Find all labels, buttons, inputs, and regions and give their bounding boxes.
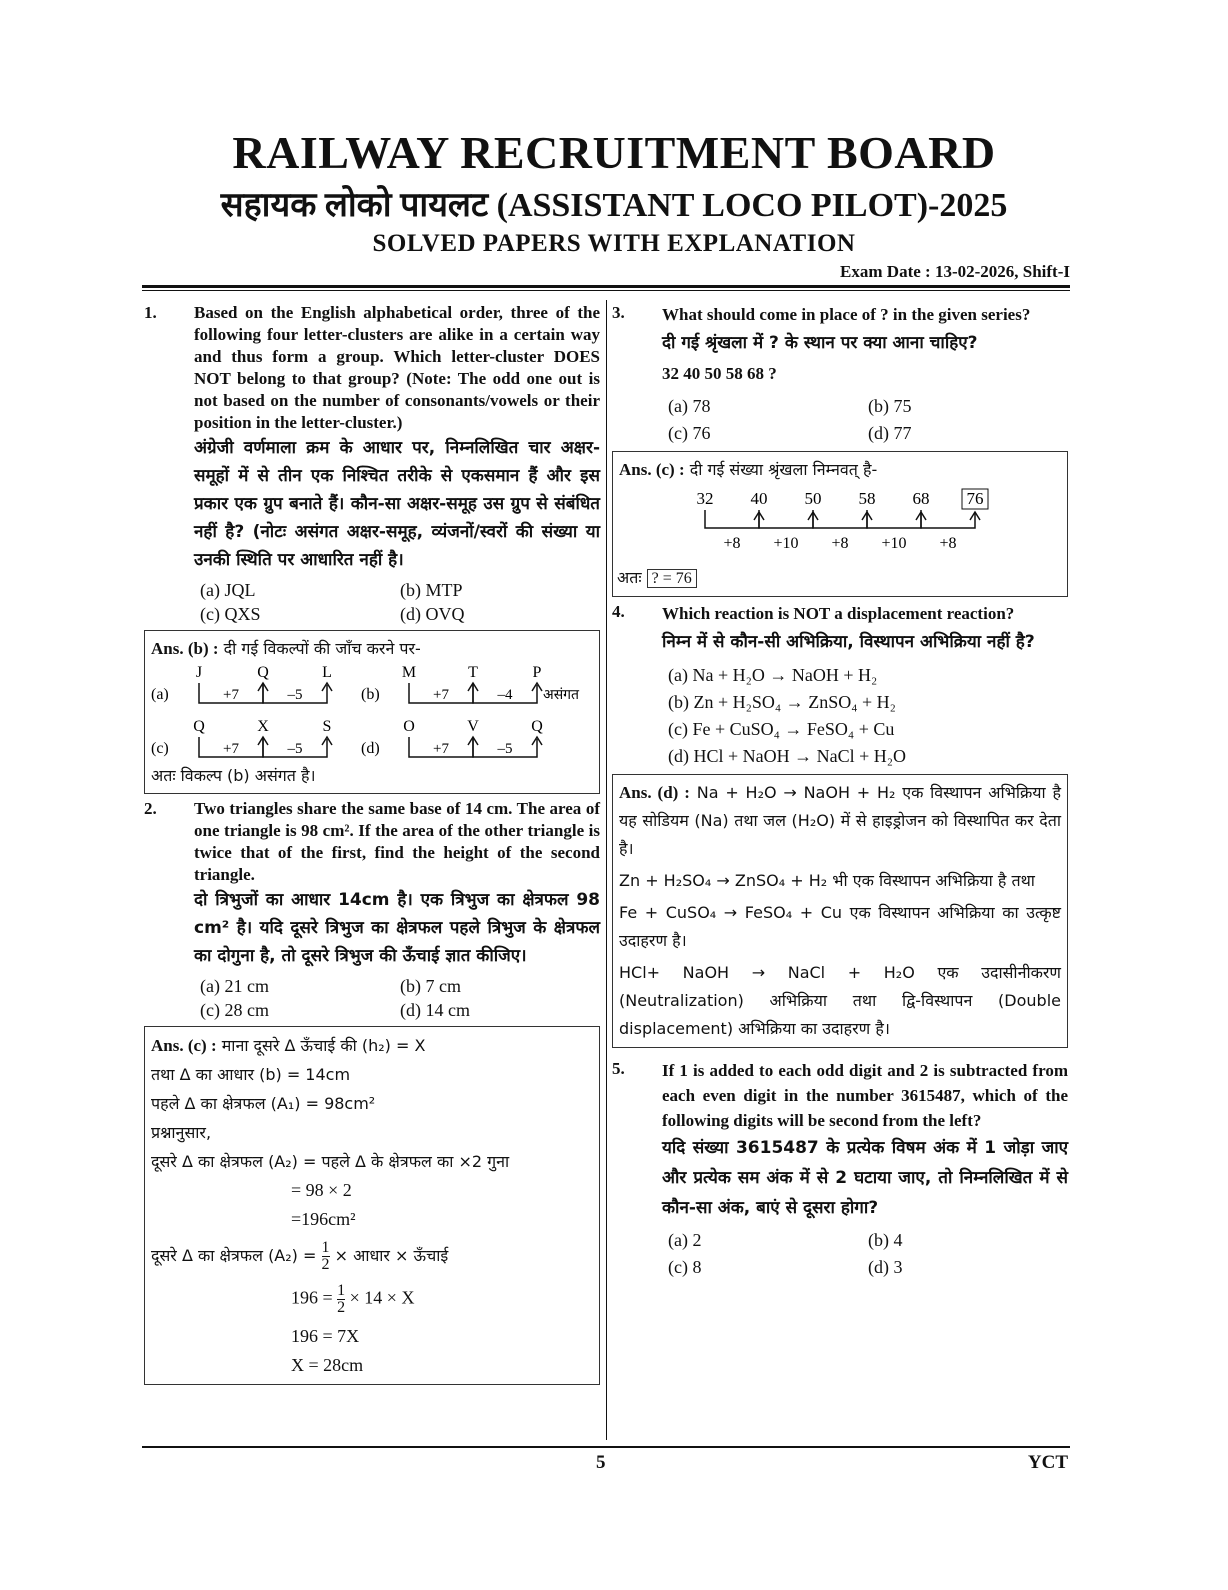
diagram-option-label: (a)	[151, 686, 169, 703]
right-column	[612, 302, 1068, 1281]
option-c: (c) Fe + CuSO₄ → FeSO₄ + Cu	[668, 719, 895, 739]
series-number: 76	[966, 489, 984, 508]
question-text-hi: यदि संख्या 3615487 के प्रत्येक विषम अंक में 1 जोड़ा जाए और प्रत्येक सम अंक में से 2 घटाया जाए, तो निम्नलिखित में से कौन-सा अंक, बाएं से दूसरा होगा?	[662, 1138, 1068, 1218]
diagram-step: –5	[287, 687, 303, 703]
answer-box-4	[612, 774, 1068, 1048]
header-rule-thin	[142, 290, 1070, 291]
option-b: (b) 4	[868, 1230, 903, 1250]
series-bracket	[867, 510, 921, 528]
question-1	[144, 302, 600, 626]
series-number: 40	[750, 489, 768, 508]
question-text-en: Two triangles share the same base of 14 cm. The area of one triangle is 98 cm². If the area of the other triangle is twice that of the first, find the height of the second triangle.	[194, 799, 600, 884]
answer-intro: दी गई विकल्पों की जाँच करने पर-	[223, 639, 421, 658]
question-text-en: What should come in place of ? in the given series?	[662, 305, 1031, 324]
answer-intro: दी गई संख्या श्रृंखला निम्नवत् है-	[689, 460, 878, 479]
option-d: (d) 77	[868, 423, 912, 443]
answer-label: Ans. (d) :	[619, 783, 690, 802]
answer-label: Ans. (b) :	[151, 639, 219, 658]
question-text-en: If 1 is added to each odd digit and 2 is subtracted from each even digit in the number 3615487, which of the following digits will be second from the left?	[662, 1061, 1068, 1130]
series-step: +10	[881, 535, 907, 552]
series-step: +8	[831, 535, 849, 552]
explanation-1: Na + H₂O → NaOH + H₂ एक विस्थापन अभिक्रिया है यह सोडियम (Na) तथा जल (H₂O) में से हाइड्रोजन को विस्थापित कर देता है।	[619, 783, 1061, 858]
solution-line-11: X = 28cm	[291, 1355, 364, 1375]
question-number: 4.	[612, 602, 625, 621]
options	[662, 662, 1068, 770]
diagram-option-label: (b)	[361, 686, 380, 703]
option-b: (b) Zn + H₂SO₄ → ZnSO₄ + H₂	[668, 692, 896, 712]
fraction-half	[337, 1283, 345, 1316]
series-step: +10	[773, 535, 799, 552]
option-d: (d) HCl + NaOH → NaCl + H₂O	[668, 746, 907, 766]
question-3	[612, 302, 1068, 447]
equation-lhs: 196 =	[291, 1287, 333, 1308]
option-c: (c) 8	[668, 1257, 702, 1277]
diagram-letter: P	[532, 664, 542, 681]
series-number: 50	[804, 489, 822, 508]
answer-conclusion	[617, 564, 697, 592]
series-number: 58	[858, 489, 876, 508]
solution-line-8	[151, 1240, 593, 1273]
answer-label: Ans. (c) :	[619, 460, 685, 479]
series-bracket	[921, 510, 975, 528]
option-b: (b) 75	[868, 396, 912, 416]
explanation-2: Zn + H₂SO₄ → ZnSO₄ + H₂ भी एक विस्थापन अभिक्रिया है तथा	[619, 871, 1035, 890]
solution-line-2: तथा Δ का आधार (b) = 14cm	[151, 1065, 351, 1084]
solution-line-6: = 98 × 2	[291, 1180, 352, 1200]
fraction-denominator: 2	[321, 1256, 330, 1273]
option-d: (d) OVQ	[400, 604, 465, 624]
fraction-denominator: 2	[337, 1299, 346, 1316]
column-divider	[606, 300, 607, 1440]
question-text-en: Which reaction is NOT a displacement reaction?	[662, 604, 1015, 623]
diagram-letter: L	[322, 664, 332, 681]
series-bracket	[759, 510, 813, 528]
series-number: 68	[912, 489, 930, 508]
solution-line-9	[151, 1283, 593, 1316]
option-d: (d) 14 cm	[400, 1000, 470, 1020]
diagram-step: –5	[287, 741, 303, 757]
solution-line-4: प्रश्नानुसार,	[151, 1123, 212, 1142]
answer-conclusion: अतः विकल्प (b) असंगत है।	[151, 766, 316, 785]
diagram-option-label: (c)	[151, 740, 169, 757]
diagram-letter: M	[401, 664, 417, 681]
page-subtitle-2: SOLVED PAPERS WITH EXPLANATION	[372, 230, 856, 257]
letter-diagrams	[147, 661, 591, 761]
explanation-4: HCl+ NaOH → NaCl + H₂O एक उदासीनीकरण (Neutralization) अभिक्रिया तथा द्वि-विस्थापन (Double displacement) अभिक्रिया का उदाहरण है।	[619, 963, 1061, 1038]
diagram-step: +7	[223, 687, 239, 703]
diagram-letter: S	[322, 718, 332, 735]
answer-prefix: अतः	[617, 568, 642, 587]
diagram-letter: V	[467, 718, 479, 735]
solution-line-10: 196 = 7X	[291, 1326, 360, 1346]
diagram-letter: T	[468, 664, 478, 681]
answer-box-1	[144, 630, 600, 794]
question-text-hi: दो त्रिभुजों का आधार 14cm है। एक त्रिभुज का क्षेत्रफल 98 cm² है। यदि दूसरे त्रिभुज का क्षेत्रफल पहले त्रिभुज के क्षेत्रफल का दोगुना है, तो दूसरे त्रिभुज की ऊँचाई ज्ञात कीजिए।	[194, 890, 600, 966]
fraction-half	[322, 1240, 330, 1273]
diagram-step: +7	[433, 741, 449, 757]
footer-rule	[142, 1446, 1070, 1448]
fraction-numerator: 1	[337, 1282, 346, 1299]
question-text-hi: निम्न में से कौन-सी अभिक्रिया, विस्थापन अभिक्रिया नहीं है?	[662, 632, 1035, 652]
answer-box-3	[612, 451, 1068, 597]
option-c: (c) QXS	[200, 604, 261, 624]
options	[194, 974, 600, 1022]
exam-date: Exam Date : 13-02-2026, Shift-I	[840, 262, 1070, 281]
explanation-3: Fe + CuSO₄ → FeSO₄ + Cu एक विस्थापन अभिक्रिया का उत्कृष्ट उदाहरण है।	[619, 903, 1061, 950]
diagram-step: +7	[223, 741, 239, 757]
left-column	[144, 302, 600, 1389]
series-step: +8	[723, 535, 741, 552]
question-number: 5.	[612, 1059, 625, 1078]
solution-line-5: दूसरे Δ का क्षेत्रफल (A₂) = पहले Δ के क्षेत्रफल का ×2 गुना	[151, 1152, 510, 1171]
diagram-step: –5	[497, 741, 513, 757]
option-a: (a) JQL	[200, 580, 256, 600]
option-a: (a) 78	[668, 396, 711, 416]
diagram-step: –4	[497, 687, 513, 703]
options	[662, 1227, 1068, 1281]
page-title: RAILWAY RECRUITMENT BOARD	[232, 127, 996, 178]
formula-lhs: दूसरे Δ का क्षेत्रफल (A₂) =	[151, 1246, 317, 1265]
answer-value: ? = 76	[647, 569, 697, 588]
answer-label: Ans. (c) :	[151, 1036, 217, 1055]
question-4	[612, 601, 1068, 770]
option-d: (d) 3	[868, 1257, 903, 1277]
footer-brand: YCT	[1027, 1452, 1068, 1473]
series-number: 32	[696, 489, 714, 508]
question-number: 3.	[612, 303, 625, 322]
question-text-en: Based on the English alphabetical order, three of the following four letter-clusters are alike in a certain way and thus form a group. Which letter-cluster DOES NOT belong to that group? (Note: The odd one out is not based on the number of consonants/vowels or their position in the letter-cluster.)	[194, 303, 600, 432]
page-number: 5	[596, 1452, 606, 1473]
odd-label: असंगत	[543, 687, 580, 703]
series-bracket	[813, 510, 867, 528]
question-number: 2.	[144, 799, 157, 818]
question-2	[144, 798, 600, 1022]
option-a: (a) 21 cm	[200, 976, 269, 996]
diagram-option-label: (d)	[361, 740, 380, 757]
diagram-letter: X	[257, 718, 269, 735]
series-step: +8	[939, 535, 957, 552]
solution-line-7: =196cm²	[291, 1209, 356, 1229]
question-5	[612, 1058, 1068, 1281]
fraction-numerator: 1	[321, 1239, 330, 1256]
option-c: (c) 28 cm	[200, 1000, 269, 1020]
diagram-step: +7	[433, 687, 449, 703]
formula-rhs: × आधार × ऊँचाई	[334, 1246, 449, 1265]
solution-line-3: पहले Δ का क्षेत्रफल (A₁) = 98cm²	[151, 1094, 376, 1113]
series: 32 40 50 58 68 ?	[662, 364, 777, 383]
options	[194, 578, 600, 626]
page-subtitle: सहायक लोको पायलट (ASSISTANT LOCO PILOT)-2025	[220, 187, 1008, 224]
answer-box-2	[144, 1026, 600, 1385]
option-c: (c) 76	[668, 423, 711, 443]
diagram-letter: O	[403, 718, 415, 735]
option-b: (b) MTP	[400, 580, 463, 600]
equation-rhs: × 14 × X	[349, 1287, 415, 1308]
series-bracket	[705, 510, 759, 528]
option-a: (a) 2	[668, 1230, 702, 1250]
diagram-letter: Q	[193, 718, 205, 735]
option-a: (a) Na + H₂O → NaOH + H₂	[668, 665, 878, 685]
series-diagram	[617, 488, 1057, 558]
option-b: (b) 7 cm	[400, 976, 461, 996]
question-text-hi: दी गई श्रृंखला में ? के स्थान पर क्या आना चाहिए?	[662, 333, 978, 353]
diagram-letter: J	[195, 664, 203, 681]
question-number: 1.	[144, 303, 157, 322]
diagram-letter: Q	[531, 718, 543, 735]
solution-line-1: माना दूसरे Δ ऊँचाई की (h₂) = X	[221, 1036, 426, 1055]
header-rule	[142, 285, 1070, 288]
question-text-hi: अंग्रेजी वर्णमाला क्रम के आधार पर, निम्नलिखित चार अक्षर-समूहों में से तीन एक निश्चित तरीके से एकसमान हैं और इस प्रकार एक ग्रुप बनाते हैं। कौन-सा अक्षर-समूह उस ग्रुप से संबंधित नहीं है? (नोटः असंगत अक्षर-समूह, व्यंजनों/स्वरों की संख्या या उनकी स्थिति पर आधारित नहीं है।	[194, 438, 600, 570]
diagram-letter: Q	[257, 664, 269, 681]
options	[662, 393, 1068, 447]
